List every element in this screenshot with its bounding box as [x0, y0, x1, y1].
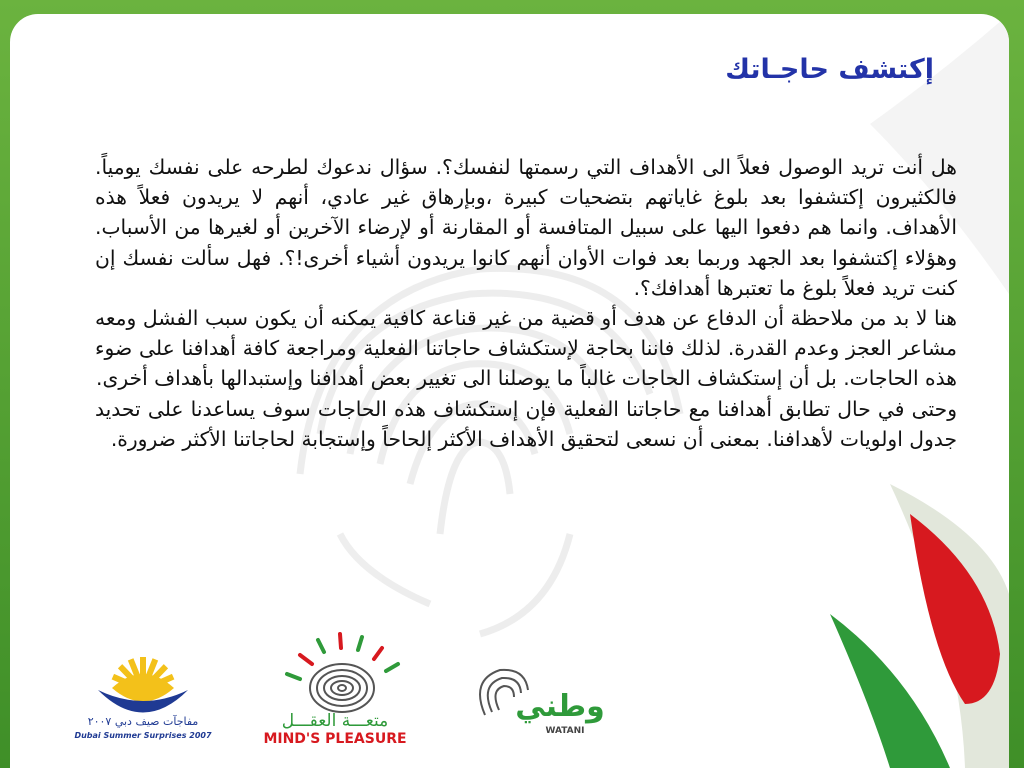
paragraph: هل أنت تريد الوصول فعلاً الى الأهداف التي رسمتها لنفسك؟. سؤال ندعوك لطرحه على نفسك يومياً. فالكثيرون إكتشفوا بعد بلوغ غاياتهم بتضحيات كبيرة ،وبإرهاق غير عادي، أنهم لا يريدون فعلاً هذه الأهداف. وانما هم دفعوا اليها على سبيل المتافسة أو المقارنة أو لإرضاء الآخرين أو لغيرها من الأسباب. وهؤلاء إكتشفوا بعد الجهد وربما بعد فوات الأوان أنهم كانوا يريدون أشياء أخرى!؟. فهل سألت نفسك إن كنت تريد فعلاً بلوغ ما تعتبرها أهدافك؟. — [95, 155, 957, 300]
slide-canvas — [10, 14, 1009, 768]
dss-arabic-label: مفاجآت صيف دبي ٢٠٠٧ — [87, 715, 199, 728]
watani-arabic-label: وطني — [515, 689, 605, 724]
minds-english-label: MIND'S PLEASURE — [263, 731, 407, 747]
green-swoosh — [830, 614, 950, 768]
watani-english-label: WATANI — [545, 726, 585, 736]
paragraph: هنا لا بد من ملاحظة أن الدفاع عن هدف أو قضية من غير قناعة كافية يمكنه أن يكون سبب الفشل ومعه مشاعر العجز وعدم القدرة. لذلك فاننا بحاجة لإستكشاف حاجاتنا الفعلية ومراجعة كافة أهدافنا على ضوء هذه الحاجات. بل أن إستكشاف الحاجات غالباً ما يوصلنا الى تغيير بعض أهدافنا وإستبدالها بأهداف أخرى. — [95, 306, 957, 391]
dss-english-label: Dubai Summer Surprises 2007 — [74, 731, 212, 740]
paragraph: وحتى في حال تطابق أهدافنا مع حاجاتنا الفعلية فإن إستكشاف هذه الحاجات سوف يساعدنا على تحديد جدول اولويات لأهدافنا. بمعنى أن نسعى لتحقيق الأهداف الأكثر إلحاحاً وإستجابة لحاجاتنا الأكثر ضرورة. — [95, 396, 957, 451]
slide-title: إكتشف حاجـاتك — [725, 54, 934, 85]
minds-arabic-label: متعـــة العقـــل — [281, 711, 389, 731]
slide-body — [95, 152, 957, 454]
